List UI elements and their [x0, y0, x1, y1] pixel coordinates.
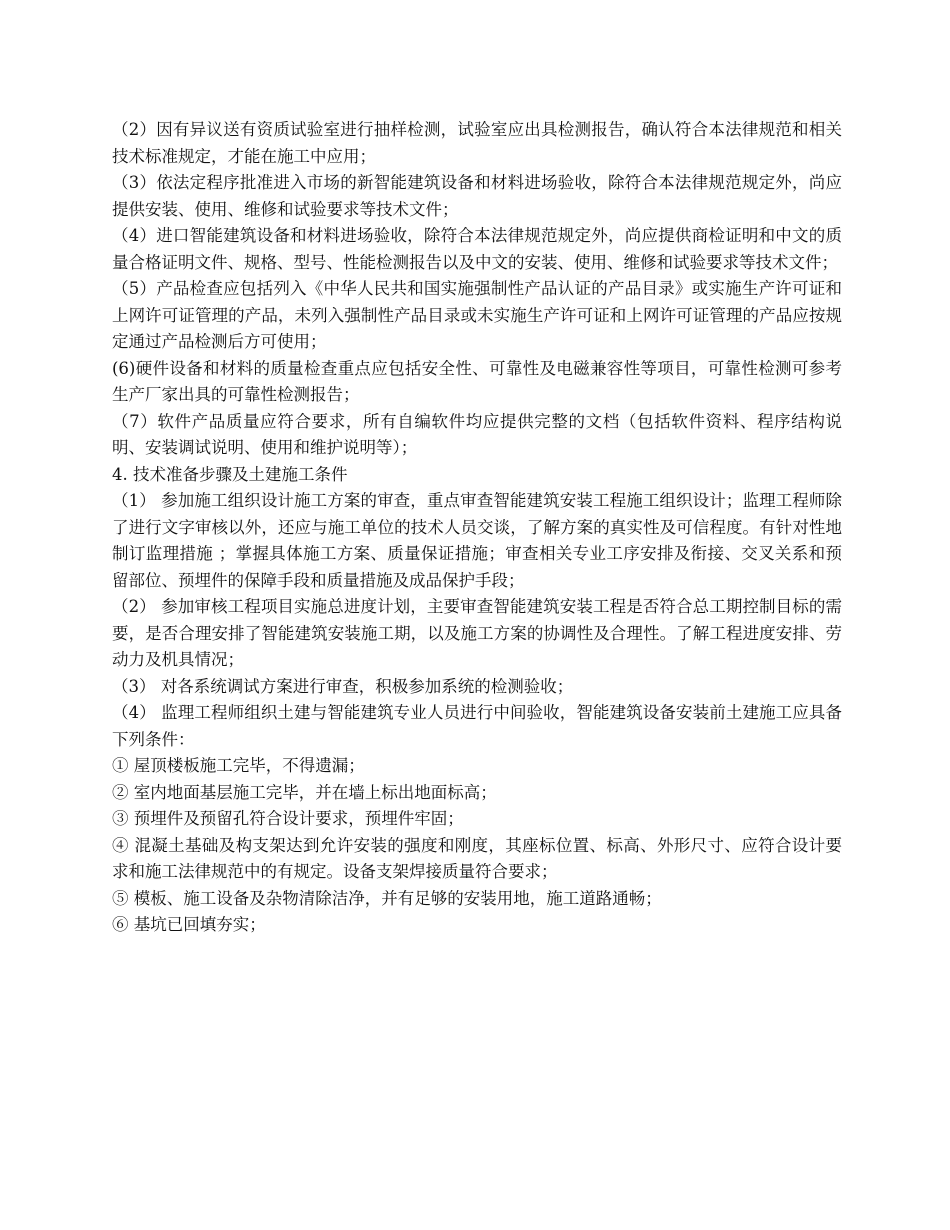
paragraph-3-new-equipment-acceptance: （3）依法定程序批准进入市场的新智能建筑设备和材料进场验收，除符合本法律规范规定外，尚应提供安装、使用、维修和试验要求等技术文件；: [112, 173, 842, 219]
condition-item-1: ① 屋顶楼板施工完毕，不得遗漏；: [112, 756, 365, 775]
paragraph-2-schedule-review: （2） 参加审核工程项目实施总进度计划，主要审查智能建筑安装工程是否符合总工期控制目标的需要，是否合理安排了智能建筑安装施工期，以及施工方案的协调性及合理性。了解工程进度安排、劳动力及机具情况；: [112, 597, 842, 669]
paragraph-5-product-inspection: （5）产品检查应包括列入《中华人民共和国实施强制性产品认证的产品目录》或实施生产许可证和上网许可证管理的产品，未列入强制性产品目录或未实施生产许可证和上网许可证管理的产品应按规定通过产品检测后方可使用；: [112, 279, 842, 351]
section-heading-4: 4. 技术准备步骤及土建施工条件: [112, 464, 348, 484]
condition-item-3: ③ 预埋件及预留孔符合设计要求，预埋件牢固；: [112, 809, 464, 828]
condition-item-4: ④ 混凝土基础及构支架达到允许安装的强度和刚度，其座标位置、标高、外形尺寸、应符合设计要求和施工法律规范中的有规定。设备支架焊接质量符合要求；: [112, 835, 842, 881]
document-body: [112, 117, 842, 939]
condition-item-6: ⑥ 基坑已回填夯实；: [112, 915, 266, 934]
paragraph-3-debugging-plan-review: （3） 对各系统调试方案进行审查，积极参加系统的检测验收；: [112, 676, 574, 696]
condition-item-5: ⑤ 模板、施工设备及杂物清除洁净，并有足够的安装用地，施工道路通畅；: [112, 888, 662, 908]
paragraph-4-imported-equipment-acceptance: （4）进口智能建筑设备和材料进场验收，除符合本法律规范规定外，尚应提供商检证明和中文的质量合格证明文件、规格、型号、性能检测报告以及中文的安装、使用、维修和试验要求等技术文件；: [112, 226, 842, 272]
paragraph-2-disputed-sampling: （2）因有异议送有资质试验室进行抽样检测，试验室应出具检测报告，确认符合本法律规范和相关技术标准规定，才能在施工中应用；: [112, 120, 842, 166]
paragraph-1-construction-plan-review: （1） 参加施工组织设计施工方案的审查，重点审查智能建筑安装工程施工组织设计；监理工程师除了进行文字审核以外，还应与施工单位的技术人员交谈，了解方案的真实性及可信程度。有针对性地制订监理措施 ；掌握具体施工方案、质量保证措施；审查相关专业工序安排及衔接、交叉关系和预留部位、预埋件的保障手段和质量措施及成品保护手段；: [112, 491, 842, 590]
condition-item-2: ② 室内地面基层施工完毕，并在墙上标出地面标高；: [112, 782, 497, 802]
paragraph-4-intermediate-acceptance: （4） 监理工程师组织土建与智能建筑专业人员进行中间验收，智能建筑设备安装前土建施工应具备下列条件：: [112, 703, 842, 749]
paragraph-7-software-quality: （7）软件产品质量应符合要求，所有自编软件均应提供完整的文档（包括软件资料、程序结构说明、安装调试说明、使用和维护说明等）；: [112, 411, 842, 457]
paragraph-6-hardware-quality-check: (6)硬件设备和材料的质量检查重点应包括安全性、可靠性及电磁兼容性等项目，可靠性检测可参考生产厂家出具的可靠性检测报告；: [112, 358, 842, 404]
